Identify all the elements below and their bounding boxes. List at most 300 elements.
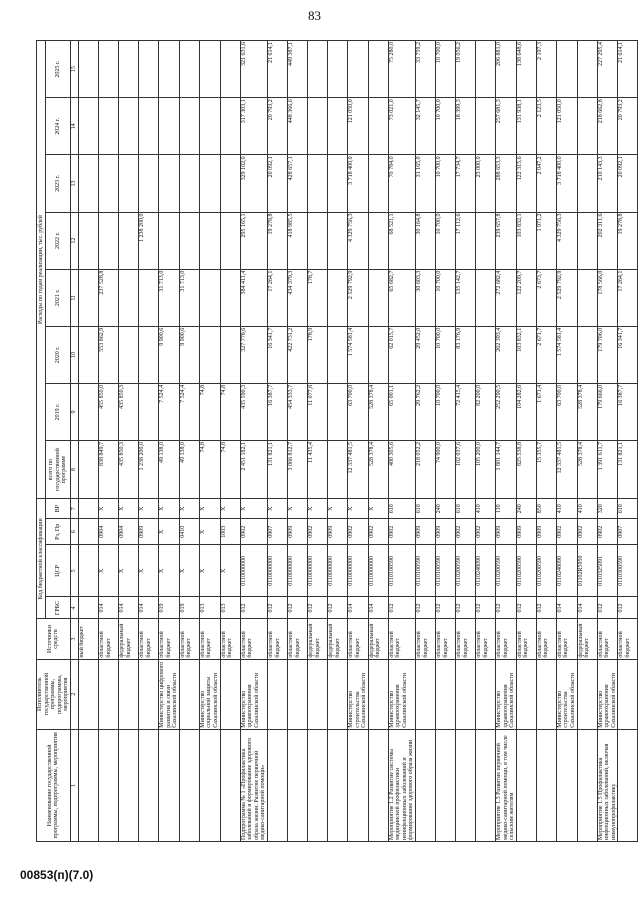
grbs-cell bbox=[78, 597, 98, 619]
total-value-cell: 3 066 812,7 bbox=[287, 441, 307, 499]
column-index-cell: 3 bbox=[70, 619, 78, 659]
rzpr-cell: 0902 bbox=[556, 519, 577, 545]
year-value-cell: 16 341,7 bbox=[618, 326, 638, 383]
executor-cell bbox=[327, 659, 347, 729]
executor-cell bbox=[138, 659, 158, 729]
executor-cell: Министерство социальной защиты Сахалинской области bbox=[199, 659, 220, 729]
year-value-cell bbox=[220, 155, 240, 212]
table-row bbox=[516, 41, 536, 842]
header-rzpr: Рз, Пр bbox=[46, 519, 71, 545]
funding-source-cell: федеральный бюджет bbox=[368, 619, 388, 659]
program-name-cell: Мероприятие 1.2 Развитие системы медицинской профилактики неинфекционных заболеваний и формирование здорового образа жизни bbox=[388, 729, 415, 841]
year-value-cell: 121 050,0 bbox=[556, 98, 577, 155]
year-value-cell: 179 666,0 bbox=[597, 383, 618, 440]
csr-cell: 0110100590 bbox=[436, 545, 456, 597]
header-grbs: ГРБС bbox=[46, 597, 71, 619]
year-value-cell bbox=[307, 98, 327, 155]
table-row bbox=[577, 41, 597, 842]
grbs-cell: 014 bbox=[347, 597, 368, 619]
column-index-cell: 5 bbox=[70, 545, 78, 597]
rzpr-cell: 0902 bbox=[388, 519, 415, 545]
funding-source-cell: областной бюджет bbox=[158, 619, 179, 659]
header-executor: Исполнитель государственной программы, подпрограммы, мероприятия bbox=[37, 659, 71, 729]
year-value-cell bbox=[476, 41, 496, 98]
column-index-cell: 14 bbox=[70, 98, 78, 155]
program-name-cell: Мероприятие 1.3 Развитие первичной медико-санитарной помощи, в том числе сельским жителям bbox=[496, 729, 517, 841]
program-name-cell bbox=[577, 729, 597, 841]
rzpr-cell: 0909 bbox=[327, 519, 347, 545]
header-year-2023: 2023 г. bbox=[46, 155, 71, 212]
year-value-cell bbox=[220, 41, 240, 98]
funding-source-cell: областной бюджет bbox=[179, 619, 199, 659]
rzpr-cell: 0907 bbox=[618, 519, 638, 545]
year-value-cell bbox=[78, 41, 98, 98]
year-value-cell bbox=[577, 98, 597, 155]
executor-cell bbox=[536, 659, 556, 729]
funding-source-cell: областной бюджет bbox=[456, 619, 476, 659]
program-name-cell bbox=[138, 729, 158, 841]
total-value-cell: 2 451 182,1 bbox=[240, 441, 267, 499]
funding-source-cell: областной бюджет bbox=[199, 619, 220, 659]
csr-cell bbox=[78, 545, 98, 597]
csr-cell: 0110248090 bbox=[556, 545, 577, 597]
rzpr-cell: 0902 bbox=[597, 519, 618, 545]
rzpr-cell: 0909 bbox=[536, 519, 556, 545]
total-value-cell: 838 849,7 bbox=[98, 441, 118, 499]
year-value-cell: 72 415,4 bbox=[456, 383, 476, 440]
csr-cell: X bbox=[158, 545, 179, 597]
year-value-cell: 2 529 792,9 bbox=[347, 269, 368, 326]
program-name-cell bbox=[179, 729, 199, 841]
total-value-cell: 1 801 144,7 bbox=[496, 441, 517, 499]
year-value-cell: 31 713,0 bbox=[179, 269, 199, 326]
header-year-2024: 2024 г. bbox=[46, 98, 71, 155]
program-name-cell bbox=[368, 729, 388, 841]
year-value-cell: 17 112,6 bbox=[456, 212, 476, 269]
table-row bbox=[199, 41, 220, 842]
year-value-cell: 4 329 756,3 bbox=[347, 212, 368, 269]
grbs-cell: 012 bbox=[597, 597, 618, 619]
rotated-table-frame bbox=[36, 40, 631, 842]
year-value-cell bbox=[220, 212, 240, 269]
header-csr: ЦСР bbox=[46, 545, 71, 597]
year-value-cell: 103 832,1 bbox=[516, 212, 536, 269]
total-value-cell: 15 355,7 bbox=[536, 441, 556, 499]
program-name-cell bbox=[476, 729, 496, 841]
grbs-cell: 014 bbox=[368, 597, 388, 619]
program-name-cell: Подпрограмма № 1 «Профилактика заболеваний и формирование здорового образа жизни. Развитие первичной медико-санитарной помощи» bbox=[240, 729, 267, 841]
year-value-cell bbox=[476, 212, 496, 269]
vr-cell: X bbox=[267, 499, 287, 519]
year-value-cell: 227 295,4 bbox=[597, 41, 618, 98]
program-name-cell bbox=[199, 729, 220, 841]
table-row bbox=[618, 41, 638, 842]
rzpr-cell: 0909 bbox=[516, 519, 536, 545]
rzpr-cell: 0902 bbox=[368, 519, 388, 545]
year-value-cell: 327 778,6 bbox=[240, 326, 267, 383]
year-value-cell bbox=[98, 155, 118, 212]
year-value-cell: 75 280,0 bbox=[388, 41, 415, 98]
csr-cell: 0110200590 bbox=[536, 545, 556, 597]
year-value-cell bbox=[118, 212, 138, 269]
year-value-cell: 74,8 bbox=[220, 383, 240, 440]
funding-source-cell: областной бюджет bbox=[597, 619, 618, 659]
total-value-cell: 12 337 481,5 bbox=[556, 441, 577, 499]
rzpr-cell: 0902 bbox=[347, 519, 368, 545]
year-value-cell: 70 784,0 bbox=[388, 155, 415, 212]
year-value-cell bbox=[138, 98, 158, 155]
program-name-cell bbox=[118, 729, 138, 841]
rzpr-cell: 0902 bbox=[456, 519, 476, 545]
year-value-cell bbox=[98, 212, 118, 269]
csr-cell: 0110300590 bbox=[618, 545, 638, 597]
header-year-2020: 2020 г. bbox=[46, 326, 71, 383]
year-value-cell bbox=[138, 155, 158, 212]
year-value-cell bbox=[368, 41, 388, 98]
executor-cell bbox=[78, 659, 98, 729]
executor-cell bbox=[220, 659, 240, 729]
year-value-cell: 422 731,2 bbox=[287, 326, 307, 383]
total-value-cell: 11 435,4 bbox=[307, 441, 327, 499]
year-value-cell bbox=[476, 98, 496, 155]
year-value-cell: 18 399,3 bbox=[456, 98, 476, 155]
total-value-cell: 102 037,6 bbox=[456, 441, 476, 499]
header-source: Источники средств bbox=[37, 619, 71, 659]
year-value-cell: 19 056,2 bbox=[456, 41, 476, 98]
table-row bbox=[158, 41, 179, 842]
year-value-cell bbox=[368, 98, 388, 155]
vr-cell: X bbox=[327, 499, 347, 519]
year-value-cell: 3 718 400,0 bbox=[347, 155, 368, 212]
year-value-cell bbox=[327, 269, 347, 326]
year-value-cell: 435 590,3 bbox=[240, 383, 267, 440]
vr-cell: 240 bbox=[436, 499, 456, 519]
year-value-cell bbox=[220, 326, 240, 383]
funding-source-cell: областной бюджет bbox=[416, 619, 436, 659]
year-value-cell: 10 700,0 bbox=[436, 41, 456, 98]
column-index-cell: 15 bbox=[70, 41, 78, 98]
vr-cell bbox=[78, 499, 98, 519]
vr-cell: X bbox=[138, 499, 158, 519]
year-value-cell: 29 452,0 bbox=[416, 326, 436, 383]
total-value-cell: 1 391 611,7 bbox=[597, 441, 618, 499]
year-value-cell: 10 700,0 bbox=[436, 383, 456, 440]
grbs-cell: 019 bbox=[179, 597, 199, 619]
program-name-cell bbox=[327, 729, 347, 841]
year-value-cell bbox=[78, 98, 98, 155]
year-value-cell: 434 379,3 bbox=[287, 269, 307, 326]
year-value-cell bbox=[179, 155, 199, 212]
year-value-cell: 23 000,0 bbox=[476, 155, 496, 212]
year-value-cell: 131 938,1 bbox=[516, 98, 536, 155]
grbs-cell: 012 bbox=[388, 597, 415, 619]
program-name-cell bbox=[516, 729, 536, 841]
table-row bbox=[327, 41, 347, 842]
year-value-cell bbox=[98, 98, 118, 155]
total-value-cell: 74,8 bbox=[220, 441, 240, 499]
executor-cell bbox=[618, 659, 638, 729]
grbs-cell: 012 bbox=[618, 597, 638, 619]
rzpr-cell: 1003 bbox=[220, 519, 240, 545]
year-value-cell bbox=[199, 41, 220, 98]
year-value-cell bbox=[199, 269, 220, 326]
csr-cell: X bbox=[138, 545, 158, 597]
funding-source-cell: областной бюджет bbox=[138, 619, 158, 659]
total-value-cell: 74 900,0 bbox=[436, 441, 456, 499]
year-value-cell bbox=[327, 98, 347, 155]
executor-cell: Министерство здравоохранения Сахалинской области bbox=[388, 659, 415, 729]
year-value-cell: 202 311,6 bbox=[597, 212, 618, 269]
rzpr-cell: 0904 bbox=[98, 519, 118, 545]
funding-source-cell: областной бюджет bbox=[516, 619, 536, 659]
year-value-cell: 10 700,0 bbox=[436, 155, 456, 212]
year-value-cell bbox=[577, 212, 597, 269]
rzpr-cell: 0902 bbox=[577, 519, 597, 545]
csr-cell: 01102R5950 bbox=[577, 545, 597, 597]
year-value-cell: 65 682,7 bbox=[388, 269, 415, 326]
year-value-cell bbox=[476, 269, 496, 326]
table-row bbox=[597, 41, 618, 842]
year-value-cell: 31 713,0 bbox=[158, 269, 179, 326]
year-value-cell bbox=[327, 212, 347, 269]
header-year-2019: 2019 г. bbox=[46, 383, 71, 440]
column-index-cell: 1 bbox=[70, 729, 78, 841]
year-value-cell: 65 001,1 bbox=[388, 383, 415, 440]
program-name-cell bbox=[220, 729, 240, 841]
vr-cell: 240 bbox=[516, 499, 536, 519]
csr-cell: 0110200590 bbox=[496, 545, 517, 597]
program-name-cell bbox=[287, 729, 307, 841]
year-value-cell: 74,8 bbox=[199, 383, 220, 440]
funding-source-cell: областной бюджет bbox=[496, 619, 517, 659]
funding-source-cell: областной бюджет bbox=[287, 619, 307, 659]
csr-cell: 0110000000 bbox=[347, 545, 368, 597]
year-value-cell bbox=[327, 155, 347, 212]
header-years-group: Расходы по годам реализации, тыс. рублей bbox=[37, 41, 46, 499]
vr-cell: 610 bbox=[416, 499, 436, 519]
rzpr-cell: 0902 bbox=[476, 519, 496, 545]
csr-cell: 0110000000 bbox=[307, 545, 327, 597]
year-value-cell bbox=[368, 326, 388, 383]
total-value-cell bbox=[327, 441, 347, 499]
executor-cell bbox=[179, 659, 199, 729]
vr-cell: X bbox=[368, 499, 388, 519]
program-name-cell bbox=[307, 729, 327, 841]
executor-cell bbox=[476, 659, 496, 729]
csr-cell: X bbox=[220, 545, 240, 597]
total-value-cell: 435 850,3 bbox=[118, 441, 138, 499]
total-value-cell: 218 052,2 bbox=[416, 441, 436, 499]
year-value-cell bbox=[118, 155, 138, 212]
vr-cell: X bbox=[287, 499, 307, 519]
program-name-cell bbox=[618, 729, 638, 841]
vr-cell: X bbox=[347, 499, 368, 519]
year-value-cell: 179 706,0 bbox=[597, 326, 618, 383]
year-value-cell: 73 021,0 bbox=[388, 98, 415, 155]
column-index-cell: 8 bbox=[70, 441, 78, 499]
year-value-cell: 3 718 400,0 bbox=[556, 155, 577, 212]
grbs-cell: 014 bbox=[138, 597, 158, 619]
year-value-cell bbox=[118, 41, 138, 98]
table-row bbox=[78, 41, 98, 842]
table-row bbox=[220, 41, 240, 842]
rzpr-cell: 0909 bbox=[436, 519, 456, 545]
year-value-cell: 62 015,7 bbox=[388, 326, 415, 383]
vr-cell: 410 bbox=[577, 499, 597, 519]
year-value-cell bbox=[118, 326, 138, 383]
grbs-cell: 012 bbox=[536, 597, 556, 619]
year-value-cell bbox=[577, 269, 597, 326]
executor-cell: Министерство здравоохранения Сахалинской области bbox=[597, 659, 618, 729]
year-value-cell: 454 333,7 bbox=[287, 383, 307, 440]
table-row bbox=[98, 41, 118, 842]
year-value-cell bbox=[327, 326, 347, 383]
header-name: Наименование государственной программы, подпрограммы, мероприятия bbox=[37, 729, 71, 841]
total-value-cell: 528 378,4 bbox=[577, 441, 597, 499]
year-value-cell: 528 378,4 bbox=[368, 383, 388, 440]
funding-source-cell: федеральный бюджет bbox=[118, 619, 138, 659]
year-value-cell: 31 165,0 bbox=[416, 155, 436, 212]
program-name-cell bbox=[456, 729, 476, 841]
year-value-cell: 29 762,2 bbox=[416, 383, 436, 440]
year-value-cell bbox=[199, 212, 220, 269]
executor-cell bbox=[368, 659, 388, 729]
year-value-cell: 435 850,3 bbox=[118, 383, 138, 440]
total-value-cell: 480 305,6 bbox=[388, 441, 415, 499]
table-row bbox=[287, 41, 307, 842]
year-value-cell bbox=[78, 326, 98, 383]
year-value-cell: 262 393,4 bbox=[496, 326, 517, 383]
year-value-cell: 1 238 200,0 bbox=[138, 212, 158, 269]
grbs-cell: 014 bbox=[118, 597, 138, 619]
grbs-cell: 012 bbox=[240, 597, 267, 619]
year-value-cell bbox=[118, 269, 138, 326]
rzpr-cell: X bbox=[199, 519, 220, 545]
grbs-cell: 012 bbox=[456, 597, 476, 619]
executor-cell: Министерство строительства Сахалинской области bbox=[556, 659, 577, 729]
year-value-cell: 239 657,8 bbox=[496, 212, 517, 269]
header-kbk-group: Код бюджетной классификации bbox=[37, 499, 46, 619]
year-value-cell: 237 528,8 bbox=[98, 269, 118, 326]
year-value-cell: 1 971,2 bbox=[536, 212, 556, 269]
year-value-cell bbox=[179, 98, 199, 155]
year-value-cell: 11 077,8 bbox=[307, 383, 327, 440]
year-value-cell: 384 411,4 bbox=[240, 269, 267, 326]
year-value-cell: 1 671,4 bbox=[536, 383, 556, 440]
year-value-cell: 10 700,0 bbox=[436, 212, 456, 269]
executor-cell bbox=[287, 659, 307, 729]
total-value-cell: 1 238 200,0 bbox=[138, 441, 158, 499]
csr-cell: 0110000000 bbox=[267, 545, 287, 597]
column-index-row bbox=[70, 41, 78, 842]
vr-cell: 410 bbox=[556, 499, 577, 519]
year-value-cell: 32 145,7 bbox=[416, 98, 436, 155]
csr-cell: 0110200590 bbox=[456, 545, 476, 597]
grbs-cell: 012 bbox=[436, 597, 456, 619]
grbs-cell: 014 bbox=[577, 597, 597, 619]
table-row bbox=[118, 41, 138, 842]
table-row bbox=[307, 41, 327, 842]
table-row bbox=[388, 41, 415, 842]
header-year-2021: 2021 г. bbox=[46, 269, 71, 326]
executor-cell: Министерство здравоохранения Сахалинской области bbox=[240, 659, 267, 729]
year-value-cell: 4 329 756,3 bbox=[556, 212, 577, 269]
table-sheet bbox=[36, 40, 631, 842]
year-value-cell bbox=[199, 155, 220, 212]
table-body bbox=[78, 41, 637, 842]
header-year-2025: 2025 г. bbox=[46, 41, 71, 98]
vr-cell: 850 bbox=[536, 499, 556, 519]
year-value-cell bbox=[307, 41, 327, 98]
program-name-cell bbox=[347, 729, 368, 841]
year-value-cell bbox=[556, 41, 577, 98]
funding-source-cell: федеральный бюджет bbox=[307, 619, 327, 659]
csr-cell: 0110200590 bbox=[516, 545, 536, 597]
table-row bbox=[240, 41, 267, 842]
table-row bbox=[536, 41, 556, 842]
year-value-cell: 16 341,7 bbox=[267, 326, 287, 383]
year-value-cell: 20 092,1 bbox=[267, 155, 287, 212]
year-value-cell: 63 700,0 bbox=[347, 383, 368, 440]
year-value-cell bbox=[307, 212, 327, 269]
grbs-cell: 012 bbox=[476, 597, 496, 619]
year-value-cell: 20 793,2 bbox=[267, 98, 287, 155]
csr-cell: 0110000000 bbox=[327, 545, 347, 597]
table-header bbox=[37, 41, 79, 842]
grbs-cell: 014 bbox=[98, 597, 118, 619]
column-index-cell: 6 bbox=[70, 519, 78, 545]
year-value-cell bbox=[98, 41, 118, 98]
year-value-cell bbox=[118, 98, 138, 155]
funding-source-cell: областной бюджет bbox=[436, 619, 456, 659]
year-value-cell bbox=[199, 326, 220, 383]
year-value-cell bbox=[179, 41, 199, 98]
vr-cell: 110 bbox=[496, 499, 517, 519]
funding-source-cell: областной бюджет bbox=[536, 619, 556, 659]
executor-cell bbox=[98, 659, 118, 729]
year-value-cell bbox=[158, 155, 179, 212]
budget-table bbox=[36, 40, 638, 842]
grbs-cell: 012 bbox=[307, 597, 327, 619]
year-value-cell: 178,7 bbox=[307, 269, 327, 326]
year-value-cell bbox=[158, 98, 179, 155]
year-value-cell bbox=[327, 41, 347, 98]
grbs-cell: 012 bbox=[287, 597, 307, 619]
column-index-cell: 13 bbox=[70, 155, 78, 212]
year-value-cell: 7 524,4 bbox=[179, 383, 199, 440]
year-value-cell: 63 700,0 bbox=[556, 383, 577, 440]
total-value-cell: 49 138,0 bbox=[158, 441, 179, 499]
year-value-cell bbox=[78, 212, 98, 269]
vr-cell: X bbox=[199, 499, 220, 519]
year-value-cell: 19 278,8 bbox=[267, 212, 287, 269]
year-value-cell: 455 850,0 bbox=[98, 383, 118, 440]
total-value-cell: 825 538,8 bbox=[516, 441, 536, 499]
program-name-cell bbox=[78, 729, 98, 841]
year-value-cell: 17 264,1 bbox=[267, 269, 287, 326]
year-value-cell: 9 900,6 bbox=[158, 326, 179, 383]
rzpr-cell: 0909 bbox=[287, 519, 307, 545]
total-value-cell bbox=[78, 441, 98, 499]
total-value-cell: 528 378,4 bbox=[368, 441, 388, 499]
year-value-cell: 272 682,4 bbox=[496, 269, 517, 326]
rzpr-cell: 0909 bbox=[138, 519, 158, 545]
grbs-cell: 013 bbox=[199, 597, 220, 619]
header-vr: ВР bbox=[46, 499, 71, 519]
csr-cell: 0110100590 bbox=[416, 545, 436, 597]
document-code: 00853(п)(7.0) bbox=[20, 868, 94, 882]
grbs-cell: 012 bbox=[496, 597, 517, 619]
